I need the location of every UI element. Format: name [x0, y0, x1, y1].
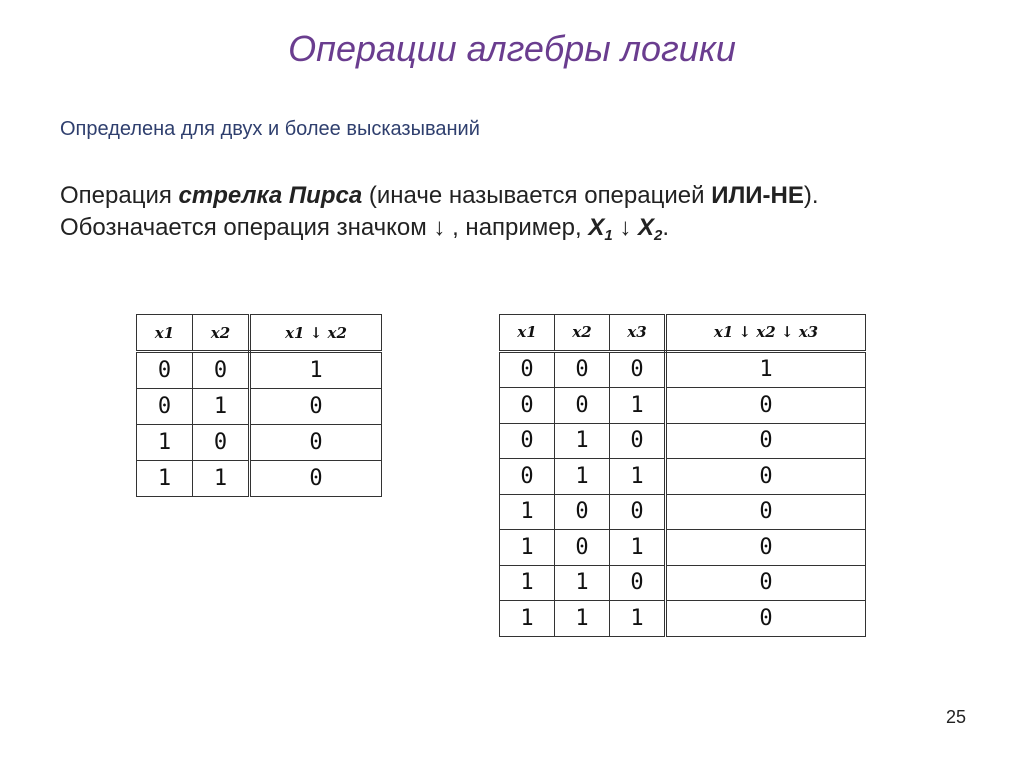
- table-cell: 0: [137, 352, 193, 389]
- table-cell: 1: [610, 388, 666, 424]
- example-var-x1: [588, 214, 613, 244]
- header-cell: x2: [555, 315, 610, 352]
- table-row: [500, 351, 866, 388]
- table-cell: 1: [500, 494, 555, 530]
- table-cell: 0: [193, 425, 250, 461]
- table-cell: 1: [555, 565, 610, 601]
- table-cell: 1: [500, 565, 555, 601]
- table-cell: 0: [666, 459, 866, 495]
- description-paragraph: [60, 180, 819, 252]
- table-cell: 1: [666, 351, 866, 388]
- table-cell: 1: [500, 601, 555, 637]
- table-cell: 1: [555, 459, 610, 495]
- slide-subtitle: Определена для двух и более высказываний: [60, 118, 480, 140]
- table-cell: 0: [666, 388, 866, 424]
- table-cell: 1: [610, 530, 666, 566]
- table-cell: 0: [500, 459, 555, 495]
- table-header-row: [500, 315, 866, 352]
- header-cell: x3: [610, 315, 666, 352]
- table-cell: 0: [610, 423, 666, 459]
- table-cell: 0: [610, 494, 666, 530]
- table-cell: 0: [610, 351, 666, 388]
- table-cell: 0: [250, 425, 382, 461]
- table-cell: 0: [555, 494, 610, 530]
- header-cell: x1 ↓ x2 ↓ x3: [666, 315, 866, 352]
- table-cell: 1: [193, 389, 250, 425]
- table-row: [137, 352, 382, 389]
- table-cell: 0: [250, 389, 382, 425]
- table-cell: 0: [555, 388, 610, 424]
- table-cell: 1: [500, 530, 555, 566]
- table-row: [500, 530, 866, 566]
- table-cell: 1: [610, 459, 666, 495]
- table-row: [500, 494, 866, 530]
- description-line-2: [60, 212, 819, 252]
- table-cell: 1: [137, 461, 193, 497]
- table-cell: 0: [666, 530, 866, 566]
- table-header-row: [137, 315, 382, 352]
- text-fragment: Обозначается операция значком ↓ , например,: [60, 214, 589, 241]
- table-row: [500, 459, 866, 495]
- table-cell: 0: [500, 351, 555, 388]
- table-cell: 0: [137, 389, 193, 425]
- truth-table-three-vars: [499, 314, 866, 637]
- table-cell: 0: [555, 530, 610, 566]
- table-cell: 1: [555, 601, 610, 637]
- header-cell: x1 ↓ x2: [250, 315, 382, 352]
- table-row: [500, 423, 866, 459]
- var-subscript: 2: [654, 227, 663, 244]
- table-cell: 0: [250, 461, 382, 497]
- table-cell: 1: [250, 352, 382, 389]
- slide-title: Операции алгебры логики: [288, 28, 736, 69]
- table-cell: 0: [610, 565, 666, 601]
- text-fragment: ).: [803, 182, 819, 209]
- truth-table-two-vars: [136, 314, 382, 497]
- var-letter: X: [588, 214, 605, 241]
- table-cell: 0: [500, 388, 555, 424]
- table-row: [500, 601, 866, 637]
- description-line-1: [60, 180, 819, 212]
- table-row: [137, 425, 382, 461]
- var-subscript: 1: [604, 227, 613, 244]
- table-cell: 1: [610, 601, 666, 637]
- header-cell: x1: [500, 315, 555, 352]
- table-cell: 1: [555, 423, 610, 459]
- table-row: [137, 461, 382, 497]
- table-row: [500, 565, 866, 601]
- table-cell: 1: [137, 425, 193, 461]
- text-fragment: (иначе называется операцией: [362, 182, 712, 209]
- table-cell: 0: [500, 423, 555, 459]
- header-cell: x2: [193, 315, 250, 352]
- var-letter: X: [638, 214, 655, 241]
- term-nor: ИЛИ-НЕ: [711, 182, 804, 209]
- table-cell: 0: [555, 351, 610, 388]
- table-row: [500, 388, 866, 424]
- term-peirce-arrow: стрелка Пирса: [178, 182, 363, 209]
- text-fragment: .: [662, 214, 670, 241]
- page-number: 25: [945, 707, 966, 727]
- table-cell: 0: [666, 494, 866, 530]
- table-cell: 0: [666, 423, 866, 459]
- arrow-symbol: ↓: [612, 214, 639, 241]
- example-var-x2: [638, 214, 663, 244]
- table-cell: 0: [666, 601, 866, 637]
- table-cell: 0: [666, 565, 866, 601]
- header-cell: x1: [137, 315, 193, 352]
- text-fragment: Операция: [60, 182, 179, 209]
- table-cell: 1: [193, 461, 250, 497]
- table-row: [137, 389, 382, 425]
- table-cell: 0: [193, 352, 250, 389]
